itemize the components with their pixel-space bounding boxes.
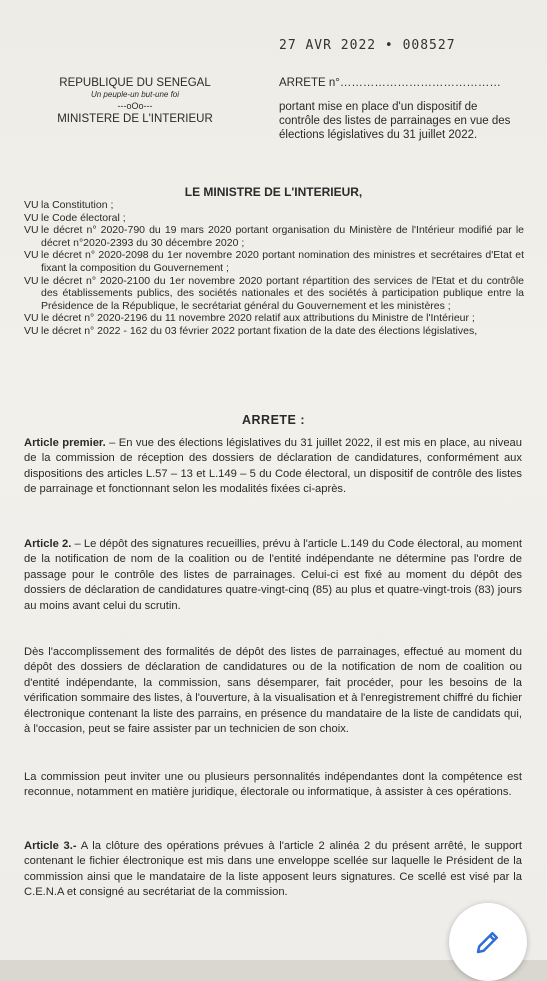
visa-prefix: VU — [24, 211, 39, 224]
article-text: La commission peut inviter une ou plusieurs personnalités indépendantes dont la compétence est reconnue, notamment en matière juridique, électorale ou informatique, à assister à ces opérations. — [24, 771, 522, 799]
article-text: – En vue des élections législatives du 31 juillet 2022, il est mis en place, au niveau de la commission de réception des dossiers de déclaration de candidatures, conformément aux dispositions des articles L.57 – 13 et L.149 – 5 du Code électoral, un dispositif de contrôle des listes de parrainage et fonctionnant selon les modalités fixées ci-après. — [24, 437, 522, 496]
arrete-purpose: portant mise en place d'un dispositif de contrôle des listes de parrainages en vue des élections législatives du 31 juillet 2022. — [279, 101, 511, 141]
visa-text: le décret n° 2022 - 162 du 03 février 2022 portant fixation de la date des élections législatives, — [41, 324, 478, 337]
article-title: Article premier. — [24, 437, 106, 449]
visa-prefix: VU — [24, 324, 39, 337]
visa-prefix: VU — [24, 199, 39, 211]
visa-item — [24, 275, 524, 313]
pencil-icon — [473, 927, 503, 957]
visa-item — [24, 249, 524, 274]
arrete-heading: ARRETE : — [241, 413, 306, 427]
country-name: REPUBLIQUE DU SENEGAL — [59, 77, 211, 89]
visa-item — [24, 212, 524, 225]
registration-stamp: 27 AVR 2022 • 008527 — [279, 38, 456, 53]
visa-item — [24, 312, 524, 325]
visa-prefix: VU — [24, 249, 39, 262]
visa-item — [24, 224, 524, 249]
article-2-paragraph-2 — [24, 645, 522, 737]
header-right — [279, 76, 519, 142]
visa-prefix: VU — [24, 224, 39, 237]
ministry-name: MINISTERE DE L'INTERIEUR — [57, 113, 213, 125]
visa-text: la Constitution ; — [41, 199, 114, 211]
edit-button[interactable] — [449, 903, 527, 981]
header-left — [30, 76, 240, 126]
visa-text: le décret n° 2020-2196 du 11 novembre 2020 relatif aux attributions du Ministre de l'Intérieur ; — [41, 312, 475, 325]
separator: ---oOo--- — [117, 101, 153, 111]
visas-list — [24, 199, 524, 338]
article-2 — [24, 537, 522, 614]
article-text: Dès l'accomplissement des formalités de dépôt des listes de parrainages, effectué au moment du dépôt des dossiers de déclaration de candidatures ou de la notification de nom de coalition ou d'entité indépendante, la commission, sans désemparer, fait procéder, pour les besoins de la vérification sommaire des listes, à l'ouverture, à la visualisation et à l'enregistrement chiffré du fichier électronique contenant la liste des parrains, en présence du mandataire de la liste de candidats qui, à l'occasion, peut se faire assister par un technicien de son choix. — [24, 646, 522, 736]
article-3 — [24, 839, 522, 901]
visa-text: le décret n° 2020-2100 du 1er novembre 2020 portant répartition des services de l'Etat et du contrôle des établissements publics, des sociétés nationales et des sociétés à participation publique entre la Présidence de la République, le secrétariat général du Gouvernement et les ministères ; — [41, 274, 524, 312]
visa-item — [24, 325, 524, 338]
article-2-paragraph-3 — [24, 770, 522, 801]
visa-item — [24, 199, 524, 212]
article-text: – Le dépôt des signatures recueillies, prévu à l'article L.149 du Code électoral, au moment de la notification de nom de la coalition ou de l'entité indépendante ne détermine pas l'ordre de passage pour le contrôle des listes de parrainages. Celui-ci est fixé au moment du dépôt des dossiers de déclaration de candidatures quatre-vingt-cinq (85) au plus et quatre-vingt-trois (83) jours au moins avant celui du scrutin. — [24, 538, 522, 612]
arrete-number: ARRETE n°…………………………………… — [279, 77, 501, 89]
visa-text: le décret n° 2020-2098 du 1er novembre 2020 portant nomination des ministres et secrétaires d'Etat et fixant la composition du Gouvernement ; — [41, 249, 524, 274]
article-text: A la clôture des opérations prévues à l'article 2 alinéa 2 du présent arrêté, le support contenant le fichier électronique est mis dans une enveloppe scellée sur laquelle le Président de la commission ainsi que le mandataire de la liste apposent leurs signatures. Ce scellé est visé par la C.E.N.A et consigné au secrétariat de la commission. — [24, 840, 522, 899]
minister-title: LE MINISTRE DE L'INTERIEUR, — [184, 185, 363, 199]
visa-prefix: VU — [24, 312, 39, 325]
article-title: Article 2. — [24, 538, 72, 550]
visa-text: le Code électoral ; — [41, 211, 126, 224]
article-1 — [24, 436, 522, 498]
visa-text: le décret n° 2020-790 du 19 mars 2020 portant organisation du Ministère de l'Intérieur modifié par le décret n°2020-2393 du 30 décembre 2020 ; — [41, 224, 524, 249]
national-motto: Un peuple-un but-une foi — [90, 90, 180, 99]
article-title: Article 3.- — [24, 840, 77, 852]
visa-prefix: VU — [24, 274, 39, 287]
